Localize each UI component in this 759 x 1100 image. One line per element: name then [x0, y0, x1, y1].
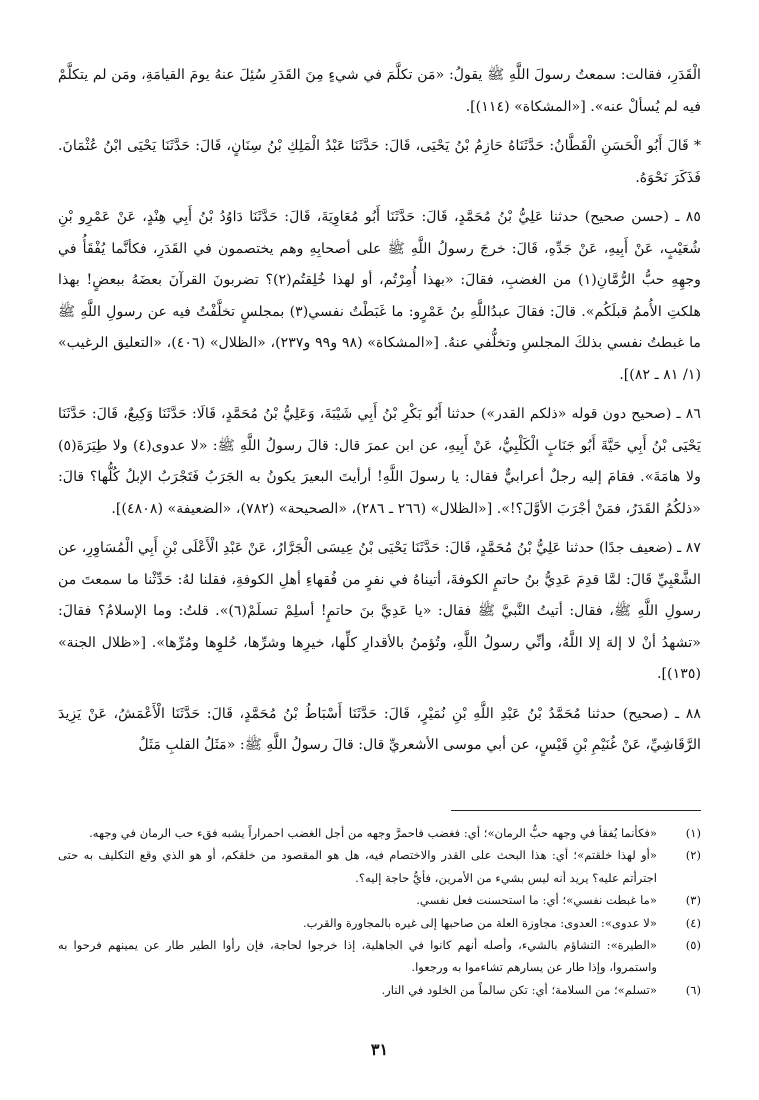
footnote-number: (٥)	[685, 938, 701, 953]
footnote-6	[58, 979, 701, 1001]
footnote-number: (٢)	[685, 848, 701, 863]
hadith-85: ٨٥ ـ (حسن صحيح) حدثنا عَلِيُّ بْنُ مُحَمَّدٍ، قَالَ: حَدَّثَنَا أَبُو مُعَاوِيَةَ، قَالَ: حَدَّثَنَا دَاوُدُ بْنُ أَبِي هِنْدٍ، عَنْ عَمْرِو بْنِ شُعَيْبٍ، عَنْ أَبِيهِ، عَنْ جَدِّهِ، قَالَ: خرجَ رسولُ اللَّهِ ﷺ على أصحابِهِ وهم يختصمون في القَدَرِ، فكأنَّما يُفْقَأُ في وجهِهِ حبُّ الرُّمَّانِ(١) من الغضبِ، فقالَ: «بهذا أُمِرْتُم، أو لهذا خُلِقتُم(٢)؟ تضربونَ القرآنَ بعضَهُ ببعضٍ! بهذا هلكتِ الأُممُ قبلَكُم». قالَ: فقالَ عبدُاللَّهِ بنُ عَمْرٍو: ما غَبَطْتُ نفسي(٣) بمجلسٍ تخلَّفْتُ فيه عن رسولِ اللَّهِ ﷺ ما غبطتُ نفسي بذلكَ المجلسِ وتخلُّفي عنهُ. [«المشكاة» (٩٨ و٩٩ و٢٣٧)، «الظلال» (٤٠٦)، «التعليق الرغيب» (١/ ٨١ ـ ٨٢)].	[58, 209, 701, 383]
hadith-88: ٨٨ ـ (صحيح) حدثنا مُحَمَّدُ بْنُ عَبْدِ اللَّهِ بْنِ نُمَيْرٍ، قَالَ: حَدَّثَنَا أَسْبَاطُ بْنُ مُحَمَّدٍ، قَالَ: حَدَّثَنَا الْأَعْمَشُ، عَنْ يَزِيدَ الرَّقَاشِيِّ، عَنْ غُنَيْمِ بْنِ قَيْسٍ، عن أبي موسى الأشعريِّ قال: قالَ رسولُ اللَّهِ ﷺ: «مَثَلُ القلبِ مَثَلُ	[58, 705, 701, 753]
footnote-divider	[451, 810, 701, 811]
footnote-text: «أو لهذا خلقتم»؛ أي: هذا البحث على القدر والاختصام فيه، هل هو المقصود من خلقكم، أو هو الذي وقع التكليف به حتى اجترأتم عليه؟ يريد أنه ليس بشيء من الأمرين، فأيُّ حاجة إليه؟.	[58, 848, 657, 885]
paragraph-continuation: الْقَدَرِ، فقالت: سمعتُ رسولَ اللَّهِ ﷺ يقولُ: «مَن تكلَّمَ في شيءٍ مِنَ القَدَرِ سُئِلَ عنهُ يومَ القيامَةِ، ومَن لم يتكلَّمْ فيه لم يُسألْ عنه». [«المشكاة» (١١٤)].	[58, 67, 701, 115]
paragraph-note: * قَالَ أَبُو الْحَسَنِ الْقَطَّانُ: حَدَّثَنَاهُ حَازِمُ بْنُ يَحْيَى، قَالَ: حَدَّثَنَا عَبْدُ الْمَلِكِ بْنُ سِنَانٍ، قَالَ: حَدَّثَنَا يَحْيَى ابْنُ عُثْمَانَ. فَذَكَرَ نَحْوَهُ.	[58, 138, 701, 186]
footnote-1	[58, 822, 701, 844]
footnote-number: (٤)	[685, 915, 701, 930]
footnote-number: (١)	[685, 826, 701, 840]
footnote-text: «الطيرة»: التشاؤم بالشيء، وأصله أنهم كانوا في الجاهلية، إذا خرجوا لحاجة، فإن رأوا الطير طار عن يمينهم فرحوا به واستمروا، وإذا طار عن يسارهم تشاءموا به ورجعوا.	[58, 938, 657, 975]
footnote-5	[58, 934, 701, 979]
footnote-number: (٣)	[685, 893, 701, 908]
footnote-text: «فكأنما يُفقأ في وجهه حبُّ الرمان»؛ أي: فغضب فاحمرَّ وجهه من أجل الغضب احمراراً يشبه فقء حب الرمان في وجهه.	[89, 826, 657, 840]
footnote-text: «تسلم»؛ من السلامة؛ أي: تكن سالماً من الخلود في النار.	[381, 982, 657, 997]
footnote-4	[58, 912, 701, 934]
footnote-text: «ما غبطت نفسي»؛ أي: ما استحسنت فعل نفسي.	[416, 893, 657, 908]
footnote-text: «لا عدوى»: العدوى: مجاوزة العلة من صاحبها إلى غيره بالمجاورة والقرب.	[302, 915, 657, 930]
footnotes	[58, 822, 701, 1001]
page-number: ٣١	[370, 1040, 389, 1059]
footnote-3	[58, 889, 701, 911]
hadith-87: ٨٧ ـ (ضعيف جدًا) حدثنا عَلِيُّ بْنُ مُحَمَّدٍ، قَالَ: حَدَّثَنَا يَحْيَى بْنُ عِيسَى الْجَرَّارُ، عَنْ عَبْدِ الْأَعْلَى بْنِ أَبِي الْمُسَاوِرِ، عن الشَّعْبِيِّ قَالَ: لمَّا قدِمَ عَدِيُّ بنُ حاتمٍ الكوفةَ، أتيناهُ في نفرٍ من فُقهاءِ أهلِ الكوفةِ، فقلنا لهُ: حَدِّثْنا ما سمعتَ من رسولِ اللَّهِ ﷺ، فقال: أتيتُ النَّبيَّ ﷺ فقال: «يا عَدِيَّ بنَ حاتمٍ! أسلِمْ تسلَمْ(٦)». قلتُ: وما الإسلامُ؟ فقالَ: «تشهدُ أنْ لا إلهَ إلا اللَّهُ، وأنِّي رسولُ اللَّهِ، وتُؤمنُ بالأقدارِ كلِّها، خيرِها وشرِّها، حُلوِها ومُرِّها». [«ظلال الجنة» (١٣٥)].	[58, 540, 701, 682]
footnote-number: (٦)	[685, 982, 701, 997]
main-text	[58, 60, 701, 762]
footnote-2	[58, 844, 701, 889]
hadith-86: ٨٦ ـ (صحيح دون قوله «ذلكم القدر») حدثنا أَبُو بَكْرِ بْنُ أَبِي شَيْبَةَ، وَعَلِيُّ بْنُ مُحَمَّدٍ، قَالَا: حَدَّثَنَا وَكِيعٌ، قَالَ: حَدَّثَنَا يَحْيَى بْنُ أَبِي حَيَّةَ أَبُو جَنَابٍ الْكَلْبِيُّ، عَنْ أَبِيهِ، عن ابن عمرَ قال: قالَ رسولُ اللَّهِ ﷺ: «لا عدوى(٤) ولا طِيَرَةَ(٥) ولا هامَةَ». فقامَ إليه رجلٌ أعرابيٌّ فقال: يا رسولَ اللَّهِ! أرأيتَ البعيرَ يكونُ به الجَرَبُ فَتَجْرَبُ الإبلُ كُلُّها؟ قالَ: «ذلكُمُ القَدَرُ، فمَنْ أجْرَبَ الأوَّلَ؟!». [«الظلال» (٢٦٦ ـ ٢٨٦)، «الصحيحة» (٧٨٢)، «الضعيفة» (٤٨٠٨)].	[58, 406, 701, 517]
